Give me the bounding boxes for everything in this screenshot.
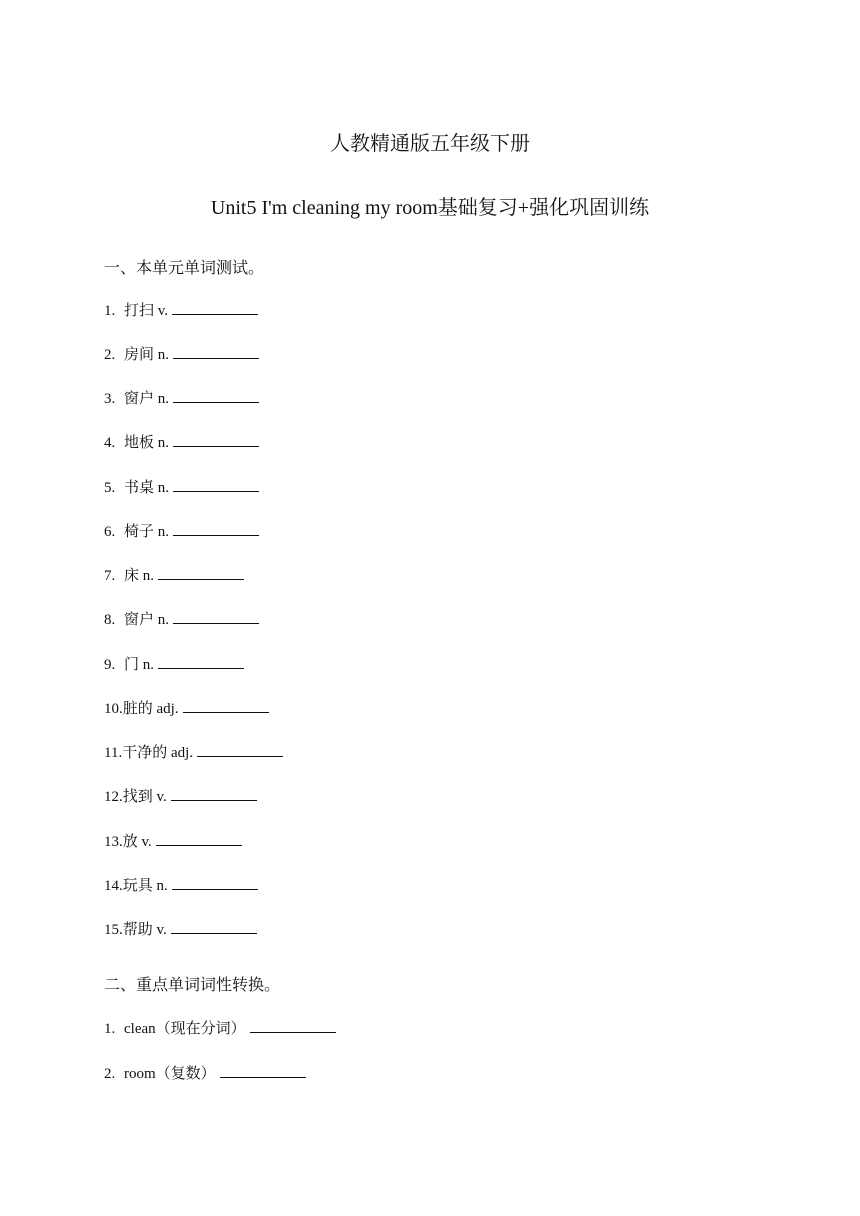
- item-chinese: 脏的: [122, 699, 153, 717]
- item-chinese: 玩具: [122, 876, 153, 894]
- vocab-item: [104, 387, 259, 410]
- item-chinese: 地板: [124, 433, 155, 451]
- conversion-item: [104, 1017, 336, 1040]
- answer-blank: [158, 565, 244, 580]
- answer-blank: [173, 609, 259, 624]
- item-number: 1.: [104, 303, 116, 319]
- item-pos: n.: [157, 391, 170, 407]
- item-pos: n.: [157, 612, 170, 628]
- item-number: 5.: [104, 480, 116, 496]
- answer-blank: [173, 521, 259, 536]
- answer-blank: [173, 477, 259, 492]
- answer-blank: [172, 875, 258, 890]
- item-number: 2.: [104, 347, 116, 363]
- answer-blank: [183, 698, 269, 713]
- item-number: 15.: [104, 922, 123, 938]
- item-chinese: 椅子: [124, 522, 155, 540]
- item-chinese: 窗户: [124, 389, 155, 407]
- answer-blank: [172, 300, 258, 315]
- item-pos: v.: [156, 922, 167, 938]
- item-chinese: 书桌: [124, 478, 155, 496]
- answer-blank: [220, 1063, 306, 1078]
- item-number: 8.: [104, 612, 116, 628]
- vocab-item: [104, 299, 258, 322]
- answer-blank: [171, 786, 257, 801]
- page-title: 人教精通版五年级下册: [330, 133, 530, 155]
- answer-blank: [173, 344, 259, 359]
- item-pos: v.: [156, 789, 167, 805]
- conversion-item: [104, 1062, 306, 1085]
- item-pos: n.: [157, 480, 170, 496]
- item-pos: n.: [157, 435, 170, 451]
- item-number: 11.: [104, 745, 123, 761]
- vocab-item: [104, 431, 259, 454]
- vocab-item: [104, 608, 259, 631]
- vocab-item: [104, 918, 257, 941]
- item-number: 1.: [104, 1021, 116, 1037]
- vocab-item: [104, 874, 258, 897]
- item-pos: n.: [157, 524, 170, 540]
- page-subtitle: Unit5 I'm cleaning my room基础复习+强化巩固训练: [210, 197, 650, 219]
- item-pos: n.: [156, 878, 168, 894]
- item-chinese: 放: [122, 832, 138, 850]
- answer-blank: [171, 919, 257, 934]
- item-chinese: 门: [124, 655, 140, 673]
- item-pos: n.: [142, 568, 155, 584]
- item-number: 6.: [104, 524, 116, 540]
- answer-blank: [156, 831, 242, 846]
- item-number: 2.: [104, 1066, 116, 1082]
- item-chinese: 床: [124, 566, 140, 584]
- vocab-item: [104, 343, 259, 366]
- vocab-item: [104, 653, 244, 676]
- item-number: 7.: [104, 568, 116, 584]
- item-pos: adj.: [156, 701, 179, 717]
- item-chinese: 房间: [124, 345, 155, 363]
- item-chinese: 干净的: [122, 743, 168, 761]
- item-number: 4.: [104, 435, 116, 451]
- answer-blank: [158, 654, 244, 669]
- section-1-heading: 一、本单元单词测试。: [104, 258, 265, 277]
- item-number: 3.: [104, 391, 116, 407]
- item-number: 10.: [104, 701, 123, 717]
- vocab-item: [104, 830, 242, 853]
- item-pos: n.: [157, 347, 170, 363]
- item-number: 12.: [104, 789, 123, 805]
- vocab-item: [104, 697, 269, 720]
- item-number: 14.: [104, 878, 123, 894]
- answer-blank: [173, 388, 259, 403]
- item-pos: v.: [141, 834, 152, 850]
- vocab-item: [104, 785, 257, 808]
- item-number: 9.: [104, 657, 116, 673]
- item-number: 13.: [104, 834, 123, 850]
- item-chinese: 找到: [122, 787, 153, 805]
- vocab-item: [104, 741, 283, 764]
- section-2-heading: 二、重点单词词性转换。: [104, 975, 281, 994]
- answer-blank: [173, 432, 259, 447]
- vocab-item: [104, 476, 259, 499]
- item-word: room: [124, 1066, 156, 1082]
- answer-blank: [197, 742, 283, 757]
- item-chinese: 打扫: [124, 301, 155, 319]
- item-pos: n.: [142, 657, 155, 673]
- item-hint: （复数）: [155, 1064, 216, 1082]
- answer-blank: [250, 1018, 336, 1033]
- vocab-item: [104, 520, 259, 543]
- item-chinese: 窗户: [124, 610, 155, 628]
- item-pos: adj.: [170, 745, 194, 761]
- item-word: clean: [124, 1021, 156, 1037]
- item-hint: （现在分词）: [155, 1019, 246, 1037]
- item-chinese: 帮助: [122, 920, 153, 938]
- item-pos: v.: [157, 303, 169, 319]
- vocab-item: [104, 564, 244, 587]
